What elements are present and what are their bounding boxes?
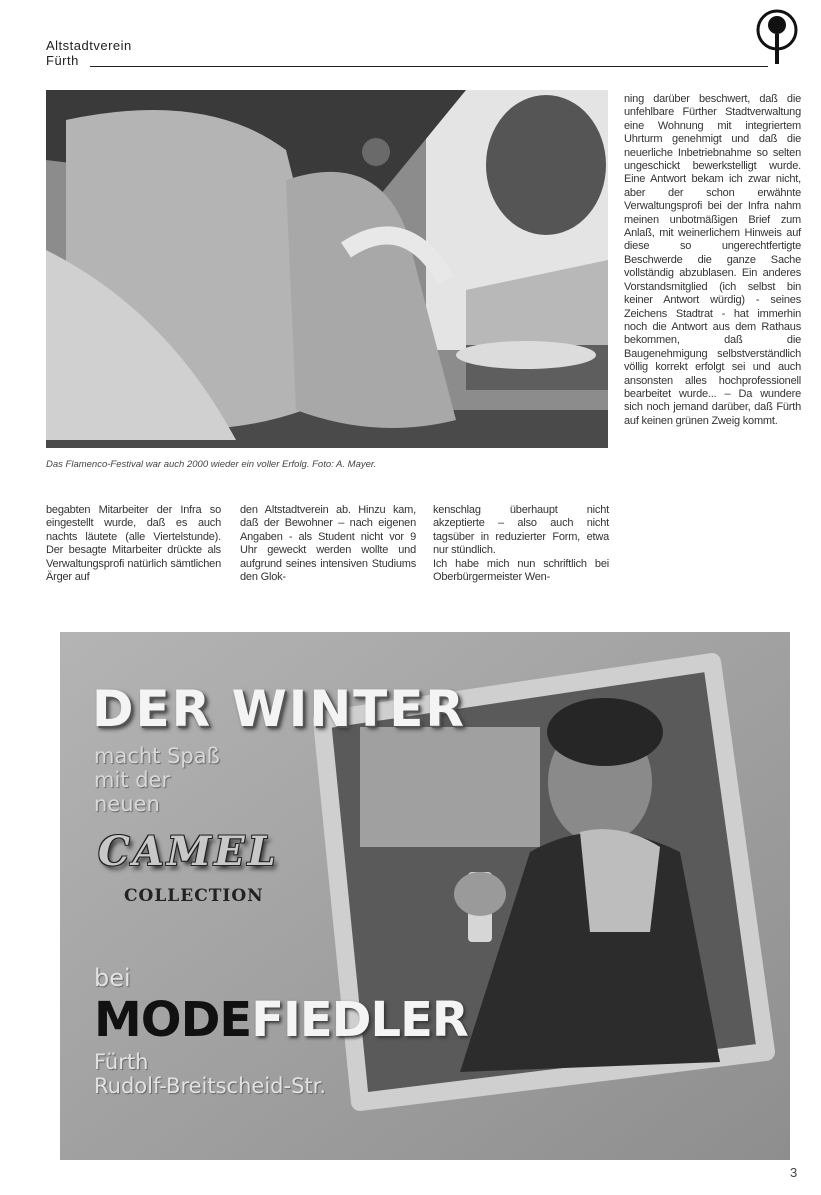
article-text: begabten Mitarbeiter der Infra so eingestellt wurde, daß es auch nachts läutete (alle Viertelstunde). Der besagte Mitarbeiter drückte als Verwaltungsprofi natürlich sämtlichen Ärger auf: [46, 504, 221, 584]
header-publisher: Altstadtverein: [46, 38, 132, 53]
header-city: Fürth: [46, 53, 79, 68]
page-number: 3: [790, 1165, 798, 1180]
ad-headline: DER WINTER: [92, 680, 466, 738]
collection-label: COLLECTION: [124, 886, 264, 906]
store-name-mode: MODE: [94, 992, 252, 1048]
camel-brand-logo: CAMEL: [98, 828, 279, 875]
store-city: Fürth: [94, 1050, 149, 1074]
ad-subline: neuen: [94, 792, 160, 816]
ad-bei-text: bei: [94, 964, 131, 992]
store-name-fiedler: FIEDLER: [251, 992, 468, 1048]
ad-subline: mit der: [94, 768, 171, 792]
article-column-2: [240, 504, 416, 584]
store-street: Rudolf-Breitscheid-Str.: [94, 1074, 327, 1098]
store-name: [94, 992, 468, 1048]
ad-subline: macht Spaß: [94, 744, 220, 768]
association-logo-icon: [752, 8, 802, 68]
article-column-4: [624, 93, 801, 428]
article-text: kenschlag überhaupt nicht akzeptierte – also auch nicht tagsüber in reduzierter Form, etwa nur stündlich.: [433, 504, 609, 557]
article-column-3: [433, 504, 609, 584]
article-text: Ich habe mich nun schriftlich bei Oberbürgermeister Wen-: [433, 557, 609, 584]
flamenco-photo: [46, 90, 608, 448]
article-text: ning darüber beschwert, daß die unfehlbare Fürther Stadtverwaltung eine Wohnung mit integriertem Uhrturm genehmigt und daß die neuerliche Inbetriebnahme so selten ungeschickt bewerkstelligt wurde. Eine Antwort bekam ich zwar nicht, aber der schon erwähnte Verwaltungsprofi bei der Infra nahm meinen unbotmäßigen Brief zum Anlaß, mit weinerlichem Hinweis auf diese so ungerechtfertigte Beschwerde die ganze Sache vollständig abzublasen. Ein anderes Vorstandsmitglied (ich selbst bin keiner Antwort würdig) - seines Zeichens Stadtrat - hat immerhin noch die Antwort aus dem Rathaus bekommen, daß die Baugenehmigung selbstverständlich völlig korrekt erfolgt sei und auch ansonsten alles hochprofessionell bearbeitet wurde... – Da wundere sich noch jemand darüber, daß Fürth auf keinen grünen Zweig kommt.: [624, 93, 801, 427]
article-text: den Altstadtverein ab. Hinzu kam, daß der Bewohner – nach eigenen Angaben - als Student nicht vor 9 Uhr geweckt werden wollte und aufgrund seines intensiven Studiums den Glok-: [240, 504, 416, 584]
camel-advertisement: [60, 632, 790, 1160]
photo-caption: Das Flamenco-Festival war auch 2000 wieder ein voller Erfolg. Foto: A. Mayer.: [46, 459, 377, 470]
header-rule: [90, 66, 768, 67]
article-column-1: [46, 504, 221, 584]
